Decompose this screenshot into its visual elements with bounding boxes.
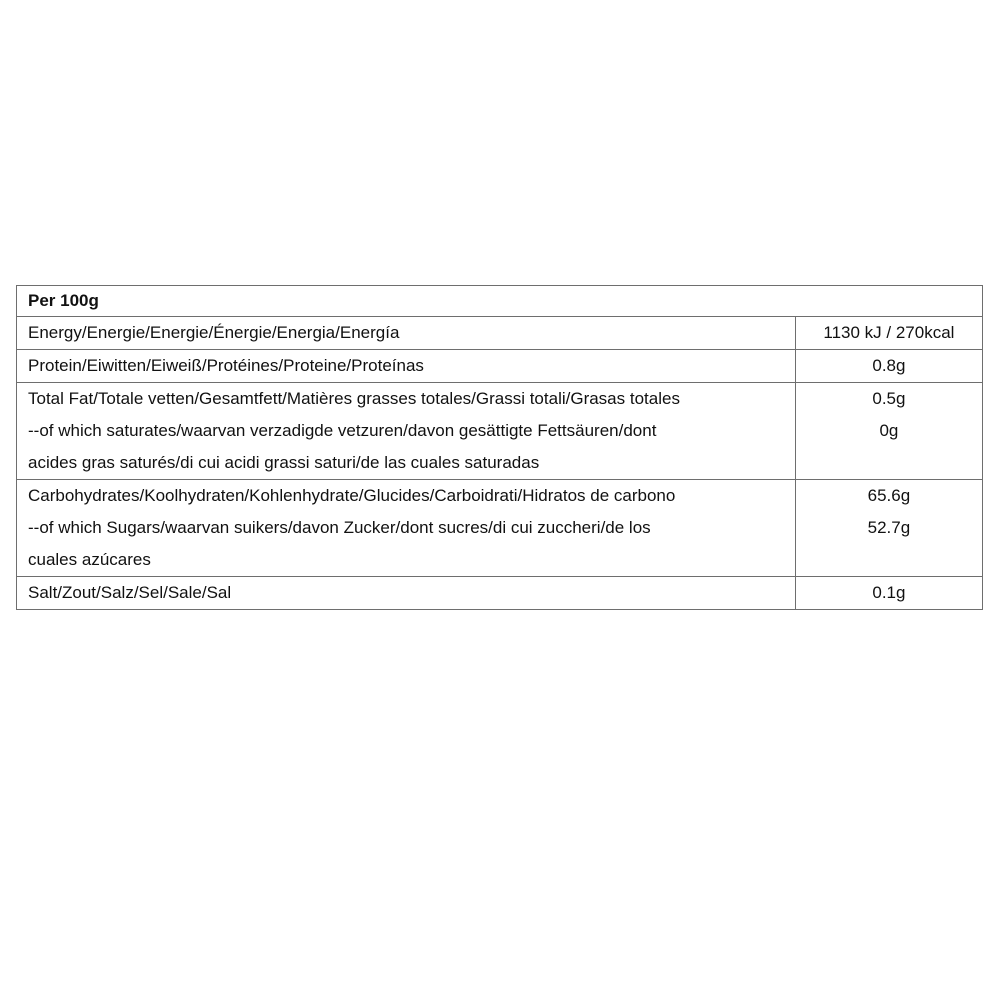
- energy-label-line: Energy/Energie/Energie/Énergie/Energia/Energía: [28, 323, 400, 342]
- saturates-label-line-2: acides gras saturés/di cui acidi grassi saturi/de las cuales saturadas: [28, 453, 540, 472]
- fat-label: [17, 383, 796, 480]
- energy-value-line: 1130 kJ / 270kcal: [823, 323, 955, 342]
- energy-value: [795, 317, 982, 350]
- sugars-value-line: 52.7g: [867, 518, 911, 537]
- per-100g-header: Per 100g: [17, 286, 983, 317]
- energy-label: [17, 317, 796, 350]
- salt-value: [795, 577, 982, 610]
- saturates-value: 0g: [879, 421, 899, 440]
- nutrition-table: [16, 285, 983, 610]
- sugars-label-line-2: cuales azúcares: [28, 550, 151, 569]
- table-row: [17, 350, 983, 383]
- table-row: [17, 317, 983, 350]
- sugars-label-line-1: --of which Sugars/waarvan suikers/davon Zucker/dont sucres/di cui zuccheri/de los: [28, 518, 651, 537]
- table-header-row: [17, 286, 983, 317]
- table-row: [17, 577, 983, 610]
- carbohydrates-value: [795, 480, 982, 577]
- saturates-label-line-1: --of which saturates/waarvan verzadigde vetzuren/davon gesättigte Fettsäuren/dont: [28, 421, 657, 440]
- protein-label-line: Protein/Eiwitten/Eiweiß/Protéines/Proteine/Proteínas: [28, 356, 424, 375]
- table-row: [17, 383, 983, 480]
- protein-value: [795, 350, 982, 383]
- carbohydrates-label-line: Carbohydrates/Koolhydraten/Kohlenhydrate/Glucides/Carboidrati/Hidratos de carbono: [28, 486, 676, 505]
- salt-value-line: 0.1g: [872, 583, 906, 602]
- salt-label-line: Salt/Zout/Salz/Sel/Sale/Sal: [28, 583, 232, 602]
- protein-value-line: 0.8g: [872, 356, 906, 375]
- total-fat-value: 0.5g: [872, 389, 906, 408]
- fat-value: [795, 383, 982, 480]
- table-row: [17, 480, 983, 577]
- total-fat-label-line: Total Fat/Totale vetten/Gesamtfett/Matières grasses totales/Grassi totali/Grasas totales: [28, 389, 680, 408]
- salt-label: [17, 577, 796, 610]
- protein-label: [17, 350, 796, 383]
- carbohydrates-label: [17, 480, 796, 577]
- carbohydrates-value-line: 65.6g: [867, 486, 911, 505]
